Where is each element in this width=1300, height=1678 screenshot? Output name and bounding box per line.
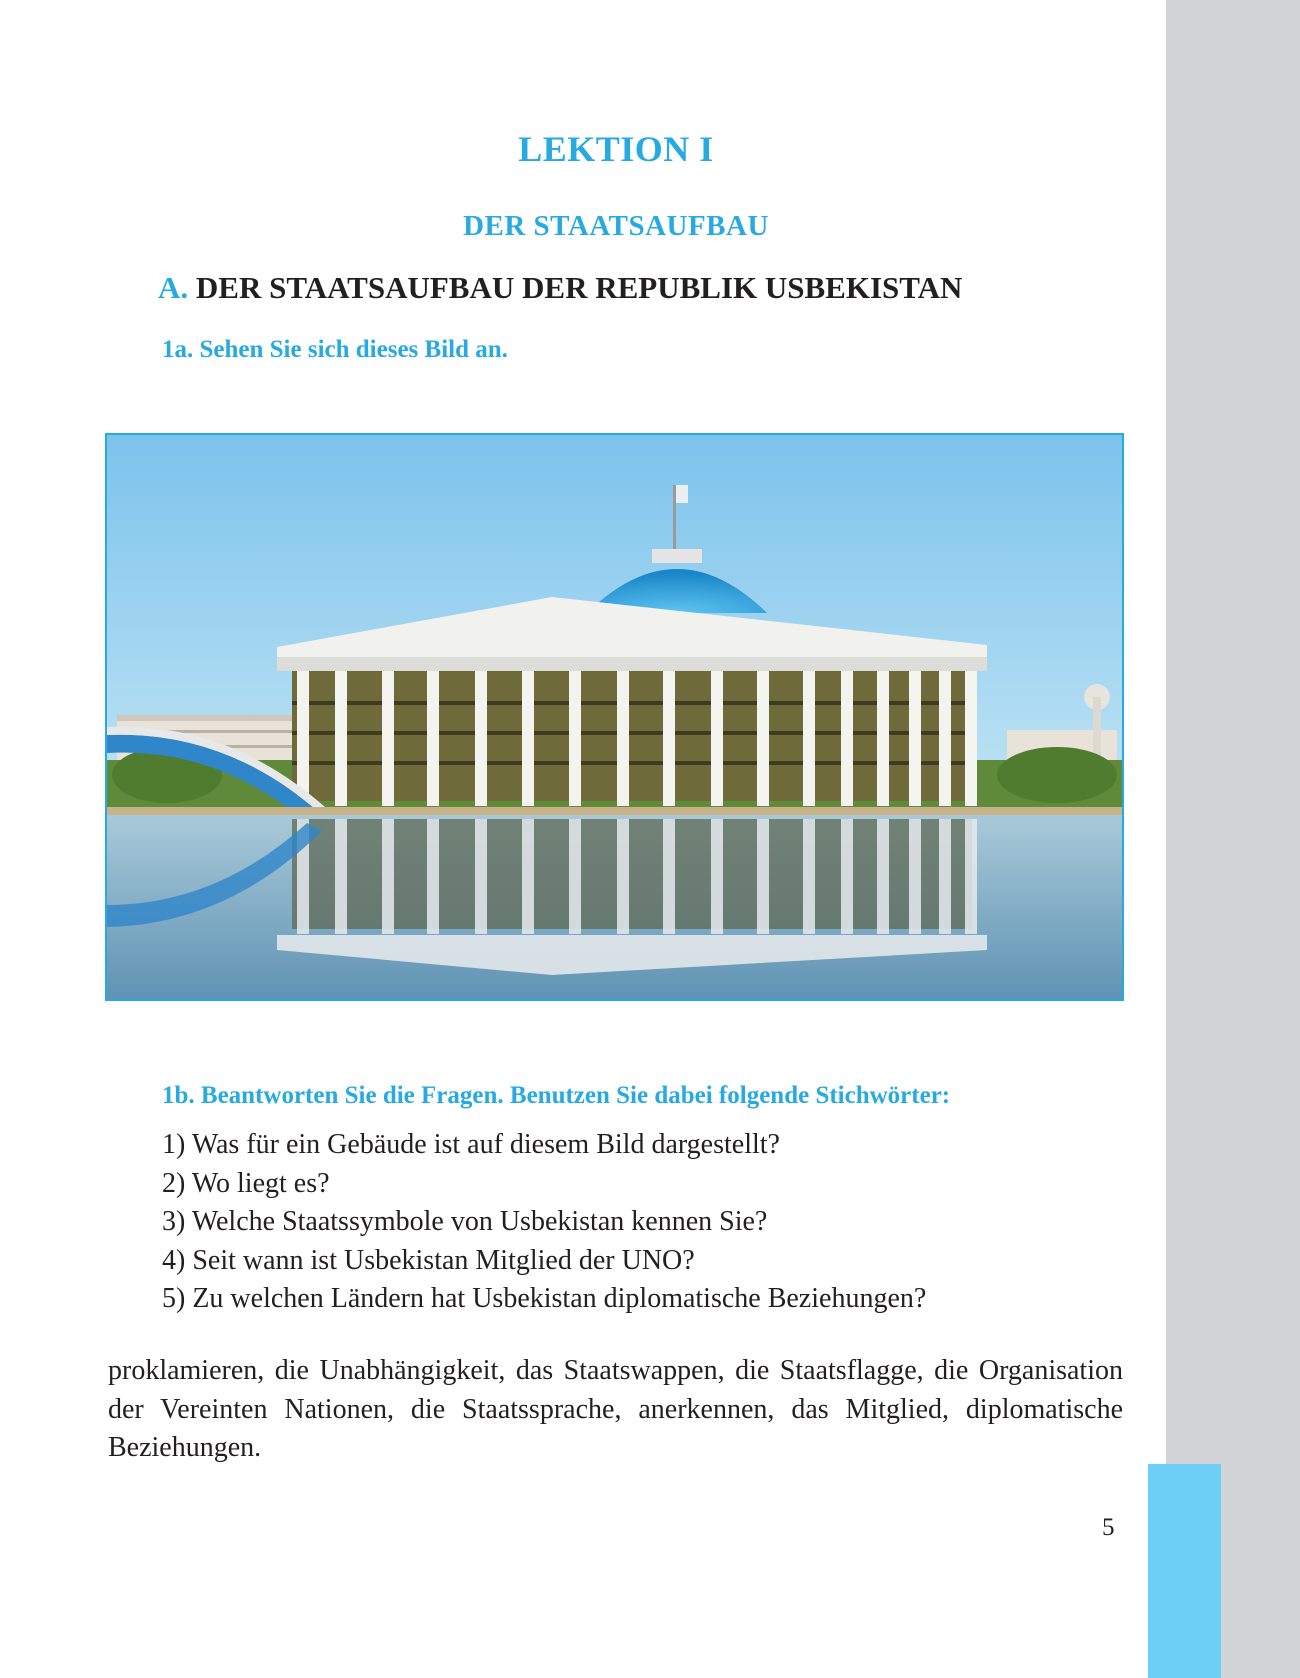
subsection-letter: A. (158, 270, 189, 305)
page-number: 5 (1102, 1514, 1115, 1541)
page-side-strip (1166, 0, 1300, 1678)
question-list (162, 1126, 926, 1319)
question-item: 1) Was für ein Gebäude ist auf diesem Bild dargestellt? (162, 1129, 780, 1160)
section-title: DER STAATSAUFBAU (463, 210, 769, 242)
page-side-tab (1148, 1464, 1221, 1678)
question-item: 4) Seit wann ist Usbekistan Mitglied der UNO? (162, 1244, 695, 1276)
question-item: 5) Zu welchen Ländern hat Usbekistan diplomatische Beziehungen? (162, 1283, 927, 1314)
question-item: 3) Welche Staatssymbole von Usbekistan kennen Sie? (162, 1206, 768, 1237)
task-1b-instruction: 1b. Beantworten Sie die Fragen. Benutzen Sie dabei folgende Stichwörter: (162, 1082, 951, 1109)
lesson-title: LEKTION I (518, 129, 714, 169)
task-1a-instruction: 1a. Sehen Sie sich dieses Bild an. (162, 336, 508, 363)
parliament-photo (105, 433, 1124, 1001)
question-item: 2) Wo liegt es? (162, 1167, 330, 1199)
subsection-heading (158, 270, 962, 306)
keywords-paragraph: proklamieren, die Unabhängigkeit, das Staatswappen, die Staatsflagge, die Organisation der Vereinten Nationen, die Staatssprache, anerkennen, das Mitglied, diplomatische Beziehungen. (108, 1355, 1123, 1463)
subsection-title: DER STAATSAUFBAU DER REPUBLIK USBEKISTAN (195, 270, 963, 305)
